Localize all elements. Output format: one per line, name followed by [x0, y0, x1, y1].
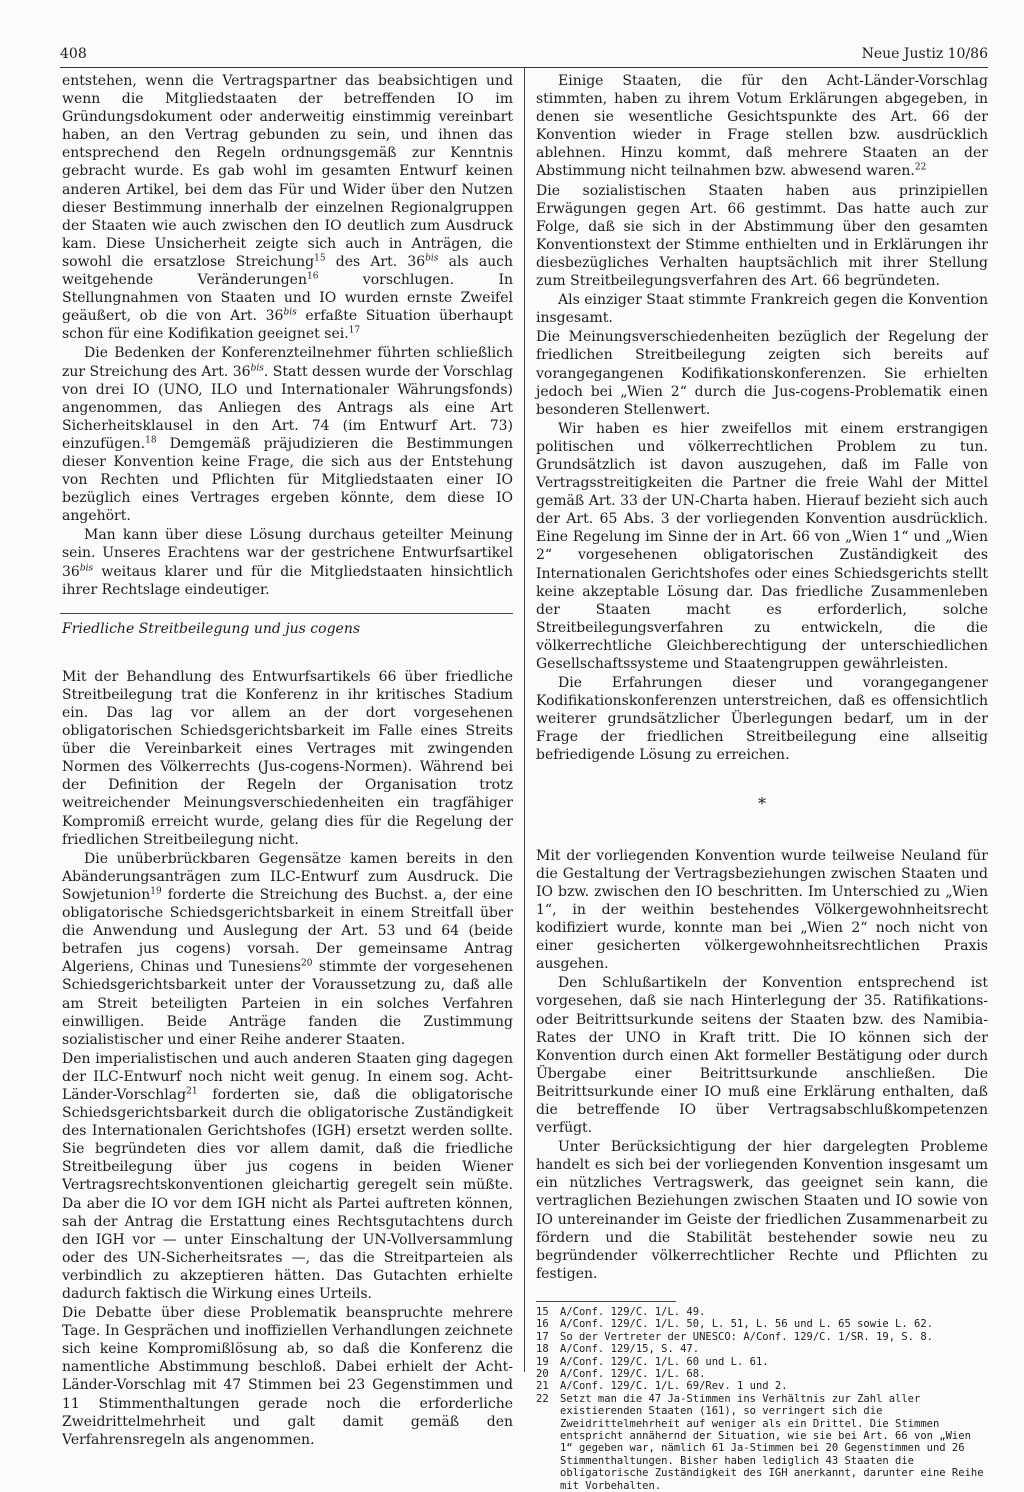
footnote: 18 A/Conf. 129/15, S. 47. — [536, 1343, 700, 1356]
footnote-rule — [536, 1301, 676, 1302]
footnote: 20 A/Conf. 129/C. 1/L. 68. — [536, 1367, 706, 1380]
footnote: 22 Setzt man die 47 Ja-Stimmen ins Verhältnis zur Zahl aller existierenden Staaten (161), so verringert sich die Zweidrittelmehrheit auf weniger als ein Drittel. Die Stimmen entspricht annähernd der Situation, wie sie bei Art. 66 von „Wien 1“ gegeben war, nämlich 61 Ja-Stimmen bei 20 Gegenstimmen und 26 Stimmenthaltungen. Bisher haben lediglich 43 Staaten die obligatorische Zuständigkeit des IGH anerkannt, darunter eine Reihe mit Vorbehalten. — [536, 1392, 984, 1492]
section-separator: * — [758, 793, 766, 813]
paragraph: Mit der vorliegenden Konvention wurde teilweise Neuland für die Gestaltung der Vertragsbeziehungen zwischen Staaten und IO bzw. zwischen den IO beschritten. Im Unterschied zu „Wien 1“, in der weithin bestehendes Völkergewohnheitsrecht kodifiziert wurde, konnte man bei „Wien 2“ noch nicht von einer gesicherten völkergewohnheitsrechtlichen Praxis ausgehen. — [536, 847, 988, 973]
left-column — [62, 72, 513, 1450]
column-divider — [524, 67, 525, 1372]
paragraph: Die sozialistischen Staaten haben aus prinzipiellen Erwägungen gegen Art. 66 gestimmt. Das hatte auch zur Folge, daß sie sich in der Abstimmung über den gesamten Konventionstext der Stimme enthielten und in Erklärungen ihr diesbezügliches Verhalten hauptsächlich mit ihrer Stellung zum Streitbeilegungsverfahren des Art. 66 begründeten. — [536, 182, 988, 290]
paragraph: entstehen, wenn die Vertragspartner das beabsichtigen und wenn die Mitgliedstaaten der betreffenden IO im Gründungsdokument oder anderweitig einstimmig vereinbart haben, an den Vertrag gebunden zu sein, und ihnen das entsprechend den Regeln ordnungsgemäß zur Kenntnis gebracht wurde. Es gab wohl im gesamten Entwurf keinen anderen Artikel, bei dem das Für und Wider über den Nutzen dieser Bestimmung innerhalb der einzelnen Regionalgruppen der Staaten wie auch zwischen den IO deutlich zum Ausdruck kam. Diese Unsicherheit zeigte sich auch in Anträgen, die sowohl die ersatzlose Streichung$^{15}$ des Art. $36^{bis}$ als auch weitgehende Veränderungen$^{16}$ vorschlugen. In Stellungnahmen von Staaten und IO wurden ernste Zweifel geäußert, ob die von Art. $36^{bis}$ erfaßte Situation überhaupt schon für eine Kodifikation geeignet sei.$^{17}$ — [62, 73, 513, 343]
paragraph: Den Schlußartikeln der Konvention entsprechend ist vorgesehen, daß sie nach Hinterlegung der 35. Ratifikations- oder Beitrittsurkunde seitens der Staaten bzw. des Namibia-Rates der UNO in Kraft tritt. Die IO können sich der Konvention durch einen Akt formeller Bestätigung oder durch Übergabe einer Beitrittsurkunde anschließen. Die Beitrittsurkunde einer IO muß eine Erklärung enthalten, daß die betreffende IO über Vertragsabschlußkompetenzen verfügt. — [536, 975, 988, 1137]
footnote: 17 So der Vertreter der UNESCO: A/Conf. 129/C. 1/SR. 19, S. 8. — [536, 1330, 933, 1343]
footnote: 19 A/Conf. 129/C. 1/L. 60 und L. 61. — [536, 1355, 769, 1368]
paragraph: Die Debatte über diese Problematik beanspruchte mehrere Tage. In Gesprächen und inoffiziellen Verhandlungen zeichnete sich keine Kompromißlösung ab, so daß die Konferenz die namentliche Abstimmung beschloß. Dabei erhielt der Acht-Länder-Vorschlag mit 47 Stimmen bei 23 Gegenstimmen und 11 Stimmenthaltungen gerade noch die erforderliche Zweidrittelmehrheit und galt damit gemäß den Verfahrensregeln als angenommen. — [62, 1305, 513, 1448]
footnote: 21 A/Conf. 129/C. 1/L. 69/Rev. 1 und 2. — [536, 1380, 788, 1393]
journal-title: Neue Justiz 10/86 — [861, 46, 988, 62]
section-title: Friedliche Streitbeilegung und jus cogens — [62, 620, 361, 637]
footnote: 16 A/Conf. 129/C. 1/L. 50, L. 51, L. 56 und L. 65 sowie L. 62. — [536, 1318, 933, 1331]
paragraph: Die unüberbrückbaren Gegensätze kamen bereits in den Abänderungsanträgen zum ILC-Entwurf zum Ausdruck. Die Sowjetunion$^{19}$ forderte die Streichung des Buchst. a, der eine obligatorische Schiedsgerichtsbarkeit in einem Streitfall über die Anwendung und Auslegung der Art. 53 und 64 (beide betrafen jus cogens) vorsah. Der gemeinsame Antrag Algeriens, Chinas und Tunesiens$^{20}$ stimmte der vorgesehenen Schiedsgerichtsbarkeit unter der Voraussetzung zu, daß alle am Streit beteiligten Parteien in ein solches Verfahren einwilligen. Beide Anträge fanden die Zustimmung sozialistischer und einer Reihe anderer Staaten. — [62, 850, 513, 1048]
page-header — [60, 46, 988, 66]
footnotes — [536, 1306, 988, 1492]
paragraph: Die Bedenken der Konferenzteilnehmer führten schließlich zur Streichung des Art. $36^{bis}$. Statt dessen wurde der Vorschlag von drei IO (UNO, ILO und Internationaler Währungsfonds) angenommen, das Anliegen des Antrags als eine Art Sicherheitsklausel in den Art. 74 (im Entwurf Art. 73) einzufügen.$^{18}$ Demgemäß präjudizieren die Bestimmungen dieser Konvention keine Frage, die sich aus der Entstehung von Rechten und Pflichten für Mitgliedstaaten einer IO bezüglich eines Vertrages ergeben könnte, dem diese IO angehört. — [62, 345, 513, 525]
section-rule — [60, 613, 513, 614]
paragraph: Mit der Behandlung des Entwurfsartikels 66 über friedliche Streitbeilegung trat die Konferenz in ihr kritisches Stadium ein. Das lag vor allem an der dort vorgesehenen obligatorischen Schiedsgerichtsbarkeit im Falle eines Streits über die Vereinbarkeit eines Vertrages mit zwingenden Normen des Völkerrechts (Jus-cogens-Normen). Während bei der Definition der Regeln der Organisation trotz weitreichender Meinungsverschiedenheiten ein tragfähiger Kompromiß erreicht wurde, gelang dies für die Regelung der friedlichen Streitbeilegung nicht. — [62, 668, 513, 848]
right-column — [536, 72, 988, 1492]
footnote: 15 A/Conf. 129/C. 1/L. 49. — [536, 1305, 706, 1318]
paragraph: Wir haben es hier zweifellos mit einem erstrangigen politischen und völkerrechtlichen Problem zu tun. Grundsätzlich ist davon auszugehen, daß im Falle von Vertragsstreitigkeiten die Partner die freie Wahl der Mittel gemäß Art. 33 der UN-Charta haben. Hierauf bezieht sich auch der Art. 65 Abs. 3 der vorliegenden Konvention ausdrücklich. Eine Regelung im Sinne der in Art. 66 von „Wien 1“ und „Wien 2“ vorgesehenen obligatorischen Zuständigkeit des Internationalen Gerichtshofes oder eines Schiedsgerichts stellt keine akzeptable Lösung dar. Das friedliche Zusammenleben der Staaten macht es erforderlich, solche Streitbeilegungsverfahren zu entwickeln, die die völkerrechtliche Gleichberechtigung der unterschiedlichen Gesellschaftssysteme und Staatengruppen gewährleisten. — [536, 420, 988, 672]
paragraph: Einige Staaten, die für den Acht-Länder-Vorschlag stimmten, haben zu ihrem Votum Erklärungen abgegeben, in denen sie wesentliche Gesichtspunkte des Art. 66 der Konvention wieder in Frage stellen bzw. ausdrücklich ablehnen. Hinzu kommt, daß mehrere Staaten an der Abstimmung nicht teilnahmen bzw. abwesend waren.$^{22}$ — [536, 73, 988, 180]
paragraph: Die Meinungsverschiedenheiten bezüglich der Regelung der friedlichen Streitbeilegung zeigten sich bereits auf vorangegangenen Kodifikationskonferenzen. Sie erhielten jedoch bei „Wien 2“ durch die Jus-cogens-Problematik einen besonderen Stellenwert. — [536, 329, 988, 418]
paragraph: Unter Berücksichtigung der hier dargelegten Probleme handelt es sich bei der vorliegenden Konvention insgesamt um ein nützliches Vertragswerk, das geeignet sein kann, die vertraglichen Beziehungen zwischen Staaten und IO sowie von IO untereinander im Geiste der friedlichen Zusammenarbeit zu fördern und die Stabilität bestehender sowie neu zu begründender völkerrechtlicher Rechte und Pflichten zu festigen. — [536, 1139, 988, 1282]
paragraph: Den imperialistischen und auch anderen Staaten ging dagegen der ILC-Entwurf noch nicht weit genug. In einem sog. Acht-Länder-Vorschlag$^{21}$ forderten sie, daß die obligatorische Schiedsgerichtsbarkeit durch die obligatorische Zuständigkeit des Internationalen Gerichtshofes (IGH) ersetzt werden sollte. Sie begründeten dies vor allem damit, daß die friedliche Streitbeilegung über jus cogens in beiden Wiener Vertragsrechtskonventionen gleichartig geregelt sein müßte. Da aber die IO vor dem IGH nicht als Partei auftreten können, sah der Antrag die Erstattung eines Rechtsgutachtens durch den IGH vor — unter Einschaltung der UN-Vollversammlung oder des UN-Sicherheitsrates —, das die Streitparteien als verbindlich zu akzeptieren hätten. Das Gutachten erhielte dadurch faktisch die Wirkung eines Urteils. — [62, 1050, 513, 1302]
page-number: 408 — [60, 46, 87, 62]
paragraph: Die Erfahrungen dieser und vorangegangener Kodifikationskonferenzen unterstreichen, daß es offensichtlich weiterer grundsätzlicher Überlegungen bedarf, um in der Frage der friedlichen Streitbeilegung eine allseitig befriedigende Lösung zu erreichen. — [536, 675, 988, 764]
paragraph: Als einziger Staat stimmte Frankreich gegen die Konvention insgesamt. — [536, 292, 988, 327]
paragraph: Man kann über diese Lösung durchaus geteilter Meinung sein. Unseres Erachtens war der gestrichene Entwurfsartikel $36^{bis}$ weitaus klarer und für die Mitgliedstaaten hinsichtlich ihrer Rechtslage eindeutiger. — [62, 527, 513, 598]
